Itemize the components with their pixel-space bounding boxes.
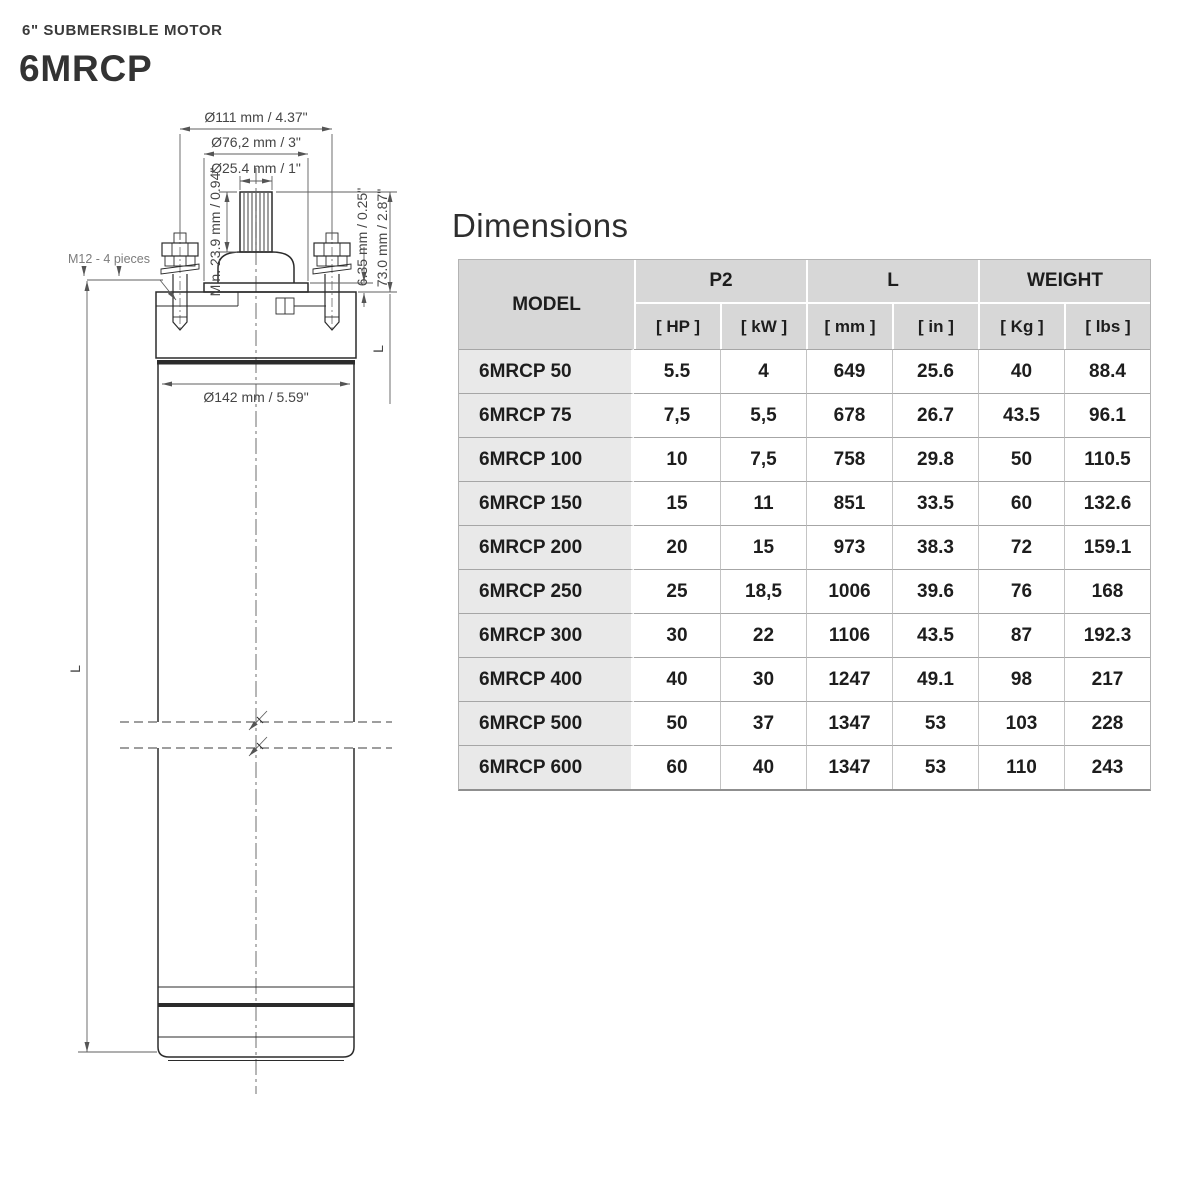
cell-mm: 1106 — [806, 613, 892, 657]
dimension-length-right — [370, 294, 390, 404]
cell-kg: 76 — [978, 569, 1064, 613]
cell-hp: 50 — [634, 701, 720, 745]
cell-kw: 18,5 — [720, 569, 806, 613]
product-category: 6" SUBMERSIBLE MOTOR — [22, 22, 223, 39]
dimension-diameter-25 — [211, 160, 301, 190]
svg-text:Ø142 mm / 5.59": Ø142 mm / 5.59" — [203, 389, 309, 405]
cell-kg: 98 — [978, 657, 1064, 701]
col-header-in: [ in ] — [892, 302, 978, 349]
svg-text:L: L — [370, 345, 386, 353]
cell-kw: 30 — [720, 657, 806, 701]
shaft-spline — [240, 192, 272, 252]
cell-hp: 40 — [634, 657, 720, 701]
cell-kw: 15 — [720, 525, 806, 569]
cell-kg: 87 — [978, 613, 1064, 657]
cell-model: 6MRCP 300 — [459, 613, 634, 657]
cell-lbs: 88.4 — [1064, 349, 1150, 393]
svg-text:6.35 mm / 0.25": 6.35 mm / 0.25" — [354, 187, 370, 287]
col-header-p2: P2 — [634, 260, 806, 302]
svg-text:Ø25.4 mm / 1": Ø25.4 mm / 1" — [211, 160, 301, 176]
cell-in: 49.1 — [892, 657, 978, 701]
svg-text:Min. 23.9 mm / 0.94": Min. 23.9 mm / 0.94" — [207, 167, 223, 297]
table-row — [459, 481, 1150, 525]
cell-in: 39.6 — [892, 569, 978, 613]
cell-lbs: 159.1 — [1064, 525, 1150, 569]
cell-lbs: 96.1 — [1064, 393, 1150, 437]
page-title: 6MRCP — [19, 48, 153, 89]
cell-kg: 110 — [978, 745, 1064, 789]
cell-model: 6MRCP 75 — [459, 393, 634, 437]
table-row — [459, 745, 1150, 789]
cell-model: 6MRCP 500 — [459, 701, 634, 745]
col-header-kw: [ kW ] — [720, 302, 806, 349]
cell-mm: 758 — [806, 437, 892, 481]
table-row — [459, 349, 1150, 393]
cell-in: 53 — [892, 745, 978, 789]
table-row — [459, 569, 1150, 613]
table-row — [459, 701, 1150, 745]
cell-kw: 40 — [720, 745, 806, 789]
cell-in: 25.6 — [892, 349, 978, 393]
dimension-length-left — [67, 280, 163, 1052]
cell-model: 6MRCP 600 — [459, 745, 634, 789]
cell-hp: 15 — [634, 481, 720, 525]
cell-mm: 649 — [806, 349, 892, 393]
cell-kw: 5,5 — [720, 393, 806, 437]
cell-in: 38.3 — [892, 525, 978, 569]
cell-lbs: 168 — [1064, 569, 1150, 613]
dimensions-table — [458, 259, 1151, 791]
cell-kw: 4 — [720, 349, 806, 393]
col-header-kg: [ Kg ] — [978, 302, 1064, 349]
cell-in: 43.5 — [892, 613, 978, 657]
col-header-hp: [ HP ] — [634, 302, 720, 349]
cell-kw: 7,5 — [720, 437, 806, 481]
dimension-flange-thickness — [310, 188, 373, 307]
cell-mm: 973 — [806, 525, 892, 569]
cell-kw: 37 — [720, 701, 806, 745]
cell-model: 6MRCP 400 — [459, 657, 634, 701]
section-heading: Dimensions — [452, 207, 629, 244]
cell-hp: 30 — [634, 613, 720, 657]
cell-kg: 72 — [978, 525, 1064, 569]
cell-mm: 678 — [806, 393, 892, 437]
cell-in: 26.7 — [892, 393, 978, 437]
cell-hp: 5.5 — [634, 349, 720, 393]
cell-kw: 11 — [720, 481, 806, 525]
cell-model: 6MRCP 150 — [459, 481, 634, 525]
cell-mm: 1247 — [806, 657, 892, 701]
cell-in: 53 — [892, 701, 978, 745]
cell-lbs: 217 — [1064, 657, 1150, 701]
cell-kg: 50 — [978, 437, 1064, 481]
cell-in: 33.5 — [892, 481, 978, 525]
table-row — [459, 613, 1150, 657]
motor-drawing — [0, 0, 440, 1200]
svg-text:L: L — [67, 665, 83, 673]
table-row — [459, 525, 1150, 569]
cell-hp: 60 — [634, 745, 720, 789]
cell-mm: 1347 — [806, 701, 892, 745]
stud-bolt-left — [161, 230, 199, 330]
table-row — [459, 393, 1150, 437]
col-header-weight: WEIGHT — [978, 260, 1150, 302]
cell-model: 6MRCP 200 — [459, 525, 634, 569]
svg-text:Ø111 mm / 4.37": Ø111 mm / 4.37" — [204, 109, 308, 125]
table-group-header-row — [459, 260, 1150, 302]
cell-model: 6MRCP 50 — [459, 349, 634, 393]
cell-hp: 7,5 — [634, 393, 720, 437]
cell-lbs: 243 — [1064, 745, 1150, 789]
cell-mm: 1006 — [806, 569, 892, 613]
cell-kg: 60 — [978, 481, 1064, 525]
bolt-note — [68, 252, 176, 300]
table-row — [459, 437, 1150, 481]
cell-model: 6MRCP 250 — [459, 569, 634, 613]
cell-lbs: 110.5 — [1064, 437, 1150, 481]
col-header-mm: [ mm ] — [806, 302, 892, 349]
cell-model: 6MRCP 100 — [459, 437, 634, 481]
svg-text:M12 - 4 pieces: M12 - 4 pieces — [68, 252, 150, 266]
cell-mm: 1347 — [806, 745, 892, 789]
cell-kw: 22 — [720, 613, 806, 657]
cell-hp: 25 — [634, 569, 720, 613]
svg-text:73.0 mm / 2.87": 73.0 mm / 2.87" — [374, 188, 390, 288]
cell-in: 29.8 — [892, 437, 978, 481]
cell-mm: 851 — [806, 481, 892, 525]
cell-kg: 43.5 — [978, 393, 1064, 437]
cell-lbs: 228 — [1064, 701, 1150, 745]
motor-head — [156, 292, 356, 365]
cell-kg: 103 — [978, 701, 1064, 745]
col-header-l: L — [806, 260, 978, 302]
table-row — [459, 657, 1150, 701]
cell-hp: 20 — [634, 525, 720, 569]
cell-lbs: 192.3 — [1064, 613, 1150, 657]
cell-hp: 10 — [634, 437, 720, 481]
col-header-lbs: [ lbs ] — [1064, 302, 1150, 349]
dimension-spline-length — [207, 168, 237, 297]
cell-kg: 40 — [978, 349, 1064, 393]
cell-lbs: 132.6 — [1064, 481, 1150, 525]
stud-bolt-right — [313, 230, 351, 330]
svg-text:Ø76,2 mm / 3": Ø76,2 mm / 3" — [211, 134, 301, 150]
col-header-model: MODEL — [459, 260, 634, 349]
